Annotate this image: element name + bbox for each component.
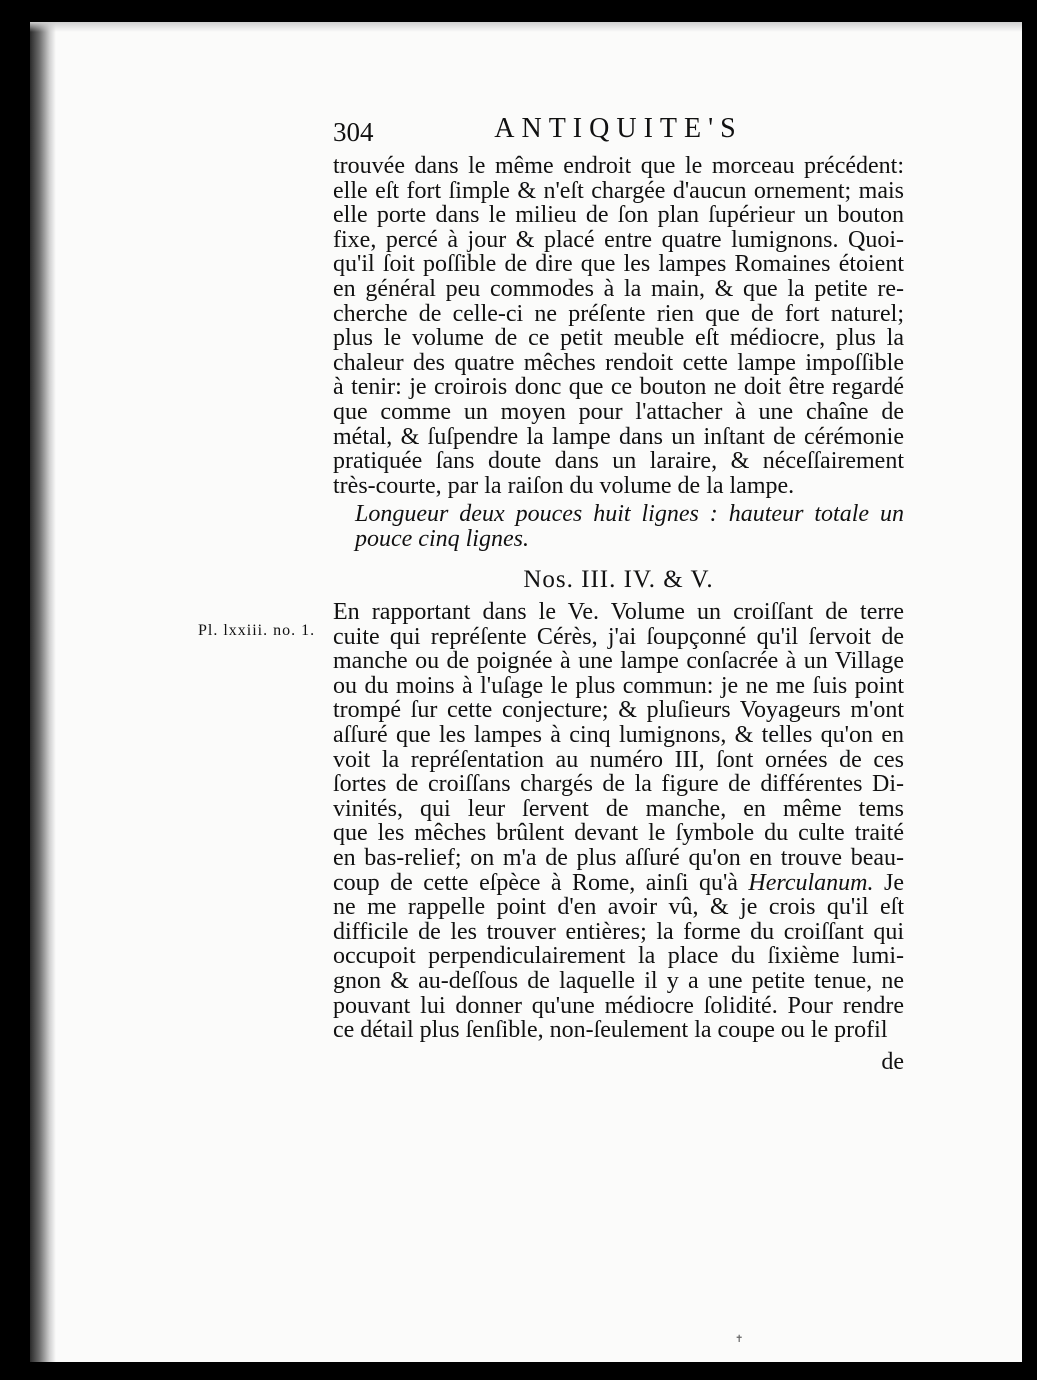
text-line: plus le volume de ce petit meuble eſt médiocre, plus la: [333, 325, 904, 352]
text-line: ce détail plus ſenſible, non-ſeulement la coupe ou le profil: [333, 1017, 888, 1044]
page-header: [333, 113, 904, 153]
text-line: cherche de celle-ci ne préſente rien que de fort naturel;: [333, 300, 904, 327]
text-line: métal, & ſuſpendre la lampe dans un inſtant de cérémonie: [333, 423, 904, 450]
text-line: vinités, qui leur ſervent de manche, en même tems: [333, 795, 904, 822]
text-line: manche ou de poignée à une lampe conſacrée à un Village: [333, 648, 904, 675]
text-line: chaleur des quatre mêches rendoit cette lampe impoſſible: [333, 349, 904, 376]
section-heading: Nos. III. IV. & V.: [523, 566, 714, 593]
text-line: voit la repréſentation au numéro III, ſont ornées de ces: [333, 746, 904, 773]
printer-mark: ✝: [735, 1334, 744, 1345]
margin-note-plate-reference: Pl. lxxiii. no. 1.: [198, 622, 316, 639]
text-line: trouvée dans le même endroit que le morceau précédent:: [333, 153, 904, 179]
text-line: que les mêches brûlent devant le ſymbole du culte traité: [333, 820, 904, 847]
paragraph-croissant: [333, 600, 904, 1043]
page-number: 304: [333, 117, 374, 147]
text-line: très-courte, par la raiſon du volume de la lampe.: [333, 472, 795, 499]
text-line: Longueur deux pouces huit lignes : hauteur totale un: [355, 501, 904, 527]
text-line: occupoit perpendiculairement la place du ſixième lumi-: [333, 943, 904, 970]
text-line: qu'il ſoit poſſible de dire que les lampes Romaines étoient: [333, 251, 904, 278]
text-line: ſortes de croiſſans chargés de la figure de différentes Di-: [333, 771, 904, 798]
text-line: cuite qui repréſente Cérès, j'ai ſoupçonné qu'il ſervoit de: [333, 623, 904, 650]
page-edge-shadow: [30, 22, 56, 1362]
text-line: pouvant lui donner qu'une médiocre ſolidité. Pour rendre: [333, 992, 904, 1019]
text-line: gnon & au-deſſous de laquelle il y a une petite tenue, ne: [333, 967, 904, 994]
text-line: en général peu commodes à la main, & que la petite re-: [333, 275, 904, 302]
catchword: de: [881, 1049, 904, 1075]
text-line: En rapportant dans le Ve. Volume un croiſſant de terre: [333, 599, 904, 625]
text-line: coup de cette eſpèce à Rome, ainſi qu'à Herculanum. Je: [333, 869, 904, 896]
running-title: ANTIQUITE'S: [494, 113, 743, 144]
text-line: aſſuré que les lampes à cinq lumignons, & telles qu'on en: [333, 721, 904, 748]
text-line: difficile de les trouver entières; la forme du croiſſant qui: [333, 918, 904, 945]
text-line: elle eſt fort ſimple & n'eſt chargée d'aucun ornement; mais: [333, 177, 904, 204]
text-line: en bas-relief; on m'a de plus aſſuré qu'on en trouve beau-: [333, 844, 904, 871]
text-line: à tenir: je croirois donc que ce bouton ne doit être regardé: [333, 374, 904, 401]
text-line: pratiquée ſans doute dans un laraire, & néceſſairement: [333, 448, 904, 475]
text-line: trompé ſur cette conjecture; & pluſieurs Voyageurs m'ont: [333, 697, 904, 724]
italic-place-name: Herculanum.: [748, 869, 874, 896]
catchword-line: [333, 1050, 904, 1075]
page-top-shadow: [30, 22, 1022, 32]
paragraph-dimensions: [333, 502, 904, 551]
text-line: que comme un moyen pour l'attacher à une chaîne de: [333, 398, 904, 425]
text-line: ne me rappelle point d'en avoir vû, & je crois qu'il eſt: [333, 894, 904, 921]
text-line: elle porte dans le milieu de ſon plan ſupérieur un bouton: [333, 202, 904, 229]
text-line: pouce cinq lignes.: [355, 525, 529, 552]
text-line: fixe, percé à jour & placé entre quatre lumignons. Quoi-: [333, 226, 904, 253]
text-line: ou du moins à l'uſage le plus commun: je ne me ſuis point: [333, 672, 904, 699]
paragraph-lamp-description: [333, 154, 904, 498]
